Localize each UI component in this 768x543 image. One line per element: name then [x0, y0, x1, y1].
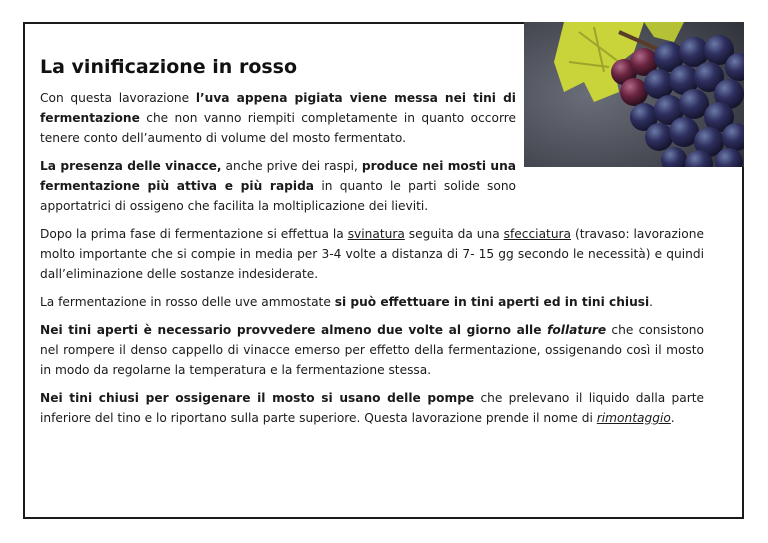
paragraph-4: [40, 292, 704, 312]
term-svinatura: svinatura: [347, 227, 405, 241]
p6-text-1: che prelevano il liquido dalla parte inferiore del tino e lo riportano sulla parte superiore. Questa lavorazione prende il nome di: [40, 391, 704, 425]
paragraph-3: [40, 224, 704, 284]
p2-text-2: in quanto le parti solide sono apportatrici di ossigeno che facilita la moltiplicazione dei lieviti.: [40, 179, 516, 213]
p3-text-1: Dopo la prima fase di fermentazione si effettua la: [40, 227, 348, 241]
p5-text-1: che consistono nel rompere il denso cappello di vinacce emerso per effetto della fermentazione, ossigenando così il mosto in modo da regolarne la temperatura e la fermentazione stessa.: [40, 323, 704, 377]
p4-bold-1: si può effettuare in tini aperti ed in tini chiusi: [334, 295, 650, 309]
article: [40, 52, 704, 436]
term-rimontaggio: rimontaggio: [596, 411, 671, 425]
p6-bold-1: Nei tini chiusi per ossigenare il mosto si usano delle pompe: [40, 391, 475, 405]
p4-text-1: La fermentazione in rosso delle uve ammostate: [40, 295, 335, 309]
p2-bold-2: produce nei mosti una fermentazione più attiva e più rapida: [40, 159, 516, 193]
p4-text-2: .: [649, 295, 654, 309]
p3-text-2: seguita da una: [404, 227, 504, 241]
image-spacer: [516, 156, 704, 184]
p3-text-3: (travaso: lavorazione molto importante che si compie in media per 3-4 volte a distanza di 7- 15 gg secondo le necessità) e quindi dall’eliminazione delle sostanze indesiderate.: [40, 227, 704, 281]
paragraph-2: [40, 156, 704, 216]
p2-text-1: anche prive dei raspi,: [221, 159, 362, 173]
p1-text-1: Con questa lavorazione: [40, 91, 196, 105]
p1-text-2: che non vanno riempiti completamente in quanto occorre tenere conto dell’aumento di volume del mosto fermentato.: [40, 111, 516, 145]
paragraph-1: [40, 88, 516, 148]
paragraph-6: [40, 388, 704, 428]
page-title: La vinificazione in rosso: [40, 56, 298, 78]
p1-bold-1: l’uva appena pigiata viene messa nei tini di fermentazione: [40, 91, 516, 125]
p5-bold-1: Nei tini aperti è necessario provvedere almeno due volte al giorno alle: [40, 323, 548, 337]
term-follature: follature: [547, 323, 607, 337]
term-sfecciatura: sfecciatura: [503, 227, 572, 241]
p6-text-2: .: [670, 411, 675, 425]
paragraph-5: [40, 320, 704, 380]
p2-bold-1: La presenza delle vinacce,: [40, 159, 222, 173]
